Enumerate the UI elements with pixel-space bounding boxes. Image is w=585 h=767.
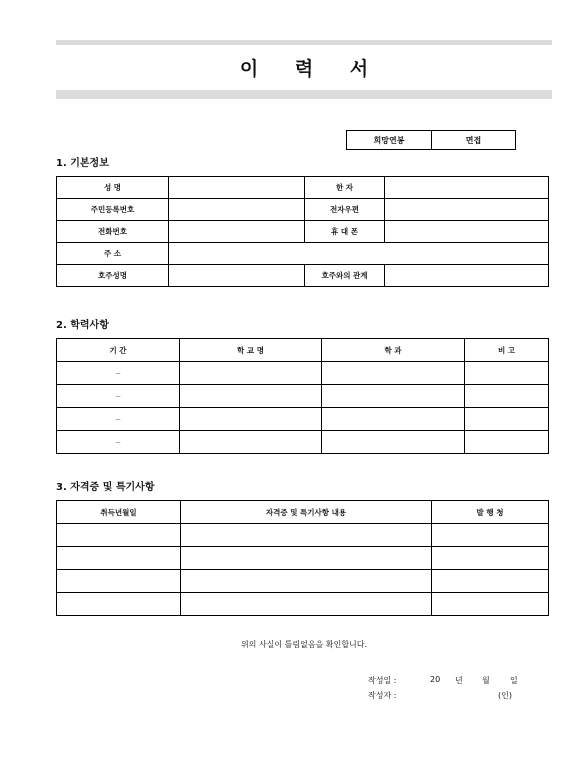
title-bar-top — [56, 40, 552, 45]
acquired-date-cell[interactable] — [57, 524, 181, 547]
table-header-row — [57, 339, 549, 362]
education-table — [56, 338, 549, 454]
note-cell[interactable] — [465, 362, 549, 385]
desired-salary-label: 희망연봉 — [347, 131, 432, 149]
address-field[interactable] — [169, 243, 549, 265]
date-unit-month: 월 — [482, 676, 490, 685]
seal-mark: (인) — [498, 691, 512, 700]
acquired-date-cell[interactable] — [57, 570, 181, 593]
label-hanja: 한 자 — [305, 177, 385, 199]
table-row — [57, 408, 549, 431]
table-row — [57, 362, 549, 385]
email-field[interactable] — [385, 199, 549, 221]
column-header: 취득년월일 — [57, 501, 181, 524]
column-header: 발 행 청 — [432, 501, 549, 524]
period-cell[interactable]: ~ — [57, 408, 180, 431]
cert-content-cell[interactable] — [181, 593, 432, 616]
issuer-cell[interactable] — [432, 593, 549, 616]
hanja-field[interactable] — [385, 177, 549, 199]
mobile-field[interactable] — [385, 221, 549, 243]
householder-relation-field[interactable] — [385, 265, 549, 287]
school-cell[interactable] — [180, 362, 322, 385]
label-address: 주 소 — [57, 243, 169, 265]
page-title: 이 력 서 — [239, 58, 384, 80]
table-row — [57, 385, 549, 408]
table-row — [57, 547, 549, 570]
table-row — [57, 243, 549, 265]
label-phone: 전화번호 — [57, 221, 169, 243]
table-row — [57, 199, 549, 221]
period-cell[interactable]: ~ — [57, 362, 180, 385]
cert-content-cell[interactable] — [181, 570, 432, 593]
section-certificates: 3. 자격증 및 특기사항 — [56, 482, 155, 493]
note-cell[interactable] — [465, 431, 549, 454]
table-row — [57, 265, 549, 287]
label-householder-relation: 호주와의 관계 — [305, 265, 385, 287]
column-header: 학 과 — [322, 339, 465, 362]
name-field[interactable] — [169, 177, 305, 199]
major-cell[interactable] — [322, 408, 465, 431]
school-cell[interactable] — [180, 408, 322, 431]
date-unit-day: 일 — [510, 676, 518, 685]
table-header-row — [57, 501, 549, 524]
date-year[interactable]: 20 — [430, 675, 441, 684]
major-cell[interactable] — [322, 362, 465, 385]
period-cell[interactable]: ~ — [57, 385, 180, 408]
column-header: 기 간 — [57, 339, 180, 362]
school-cell[interactable] — [180, 431, 322, 454]
label-mobile: 휴 대 폰 — [305, 221, 385, 243]
cert-content-cell[interactable] — [181, 524, 432, 547]
confirmation-statement: 위의 사실이 틀림없음을 확인합니다. — [240, 640, 368, 649]
resident-number-field[interactable] — [169, 199, 305, 221]
major-cell[interactable] — [322, 385, 465, 408]
column-header: 비 고 — [465, 339, 549, 362]
title-bar-bottom — [56, 90, 552, 99]
note-cell[interactable] — [465, 385, 549, 408]
date-label: 작성일 : — [368, 676, 397, 685]
desired-salary-value[interactable]: 면접 — [465, 135, 482, 145]
major-cell[interactable] — [322, 431, 465, 454]
writer-label: 작성자 : — [368, 691, 397, 700]
note-cell[interactable] — [465, 408, 549, 431]
school-cell[interactable] — [180, 385, 322, 408]
issuer-cell[interactable] — [432, 524, 549, 547]
column-header: 학 교 명 — [180, 339, 322, 362]
table-row — [57, 570, 549, 593]
desired-salary-box — [346, 130, 516, 150]
householder-name-field[interactable] — [169, 265, 305, 287]
column-header: 자격증 및 특기사항 내용 — [181, 501, 432, 524]
certificates-table — [56, 500, 549, 616]
label-name: 성 명 — [57, 177, 169, 199]
table-row — [57, 221, 549, 243]
acquired-date-cell[interactable] — [57, 593, 181, 616]
section-education: 2. 학력사항 — [56, 320, 109, 331]
acquired-date-cell[interactable] — [57, 547, 181, 570]
issuer-cell[interactable] — [432, 547, 549, 570]
cert-content-cell[interactable] — [181, 547, 432, 570]
label-email: 전자우편 — [305, 199, 385, 221]
table-row — [57, 431, 549, 454]
period-cell[interactable]: ~ — [57, 431, 180, 454]
phone-field[interactable] — [169, 221, 305, 243]
label-resident-number: 주민등록번호 — [57, 199, 169, 221]
label-householder-name: 호주성명 — [57, 265, 169, 287]
table-row — [57, 593, 549, 616]
date-unit-year: 년 — [455, 676, 463, 685]
section-basic-info: 1. 기본정보 — [56, 158, 109, 169]
issuer-cell[interactable] — [432, 570, 549, 593]
table-row — [57, 524, 549, 547]
table-row — [57, 177, 549, 199]
basic-info-table — [56, 176, 549, 287]
